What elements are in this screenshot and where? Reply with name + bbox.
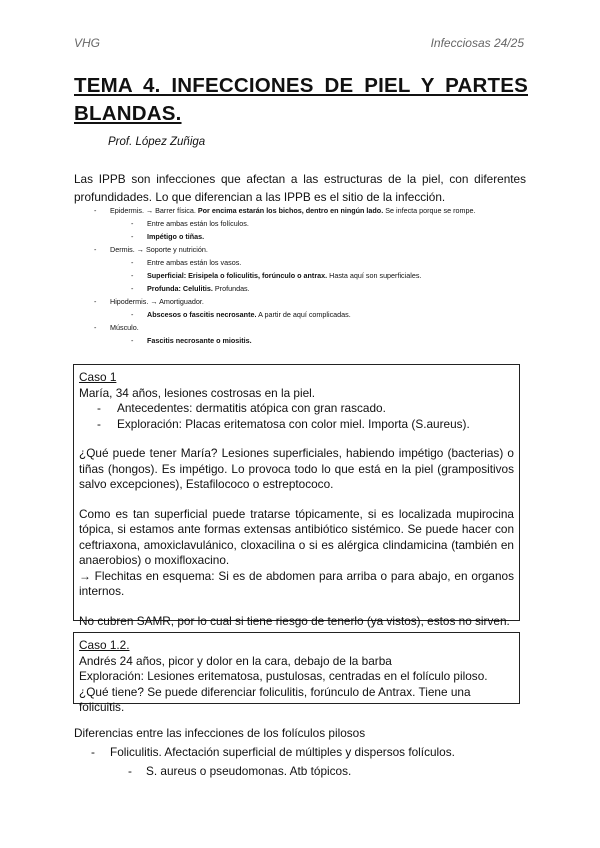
outline-musculo: - Músculo.: [94, 323, 139, 332]
follicle-section: [74, 724, 526, 781]
outline-epidermis-sub2: - Impétigo o tiñas.: [131, 232, 205, 241]
bullet-dash: -: [131, 232, 134, 241]
outline-epidermis-sub1: - Entre ambas están los folículos.: [131, 219, 249, 228]
bullet-dash: -: [94, 245, 97, 254]
bullet-dash: -: [131, 271, 134, 280]
case-1-line: María, 34 años, lesiones costrosas en la piel.: [79, 385, 316, 400]
bullet-dash: -: [94, 297, 97, 306]
bullet-dash: -: [94, 206, 97, 215]
case-1-paragraph: ¿Qué puede tener María? Lesiones superficiales, habiendo impétigo (bacterias) o tiñas (hongos). Es impétigo. Lo provoca todo lo que está en la piel (grampositivos salvo excepciones), Estafilococo o estreptococo.: [79, 446, 514, 491]
header-right: Infecciosas 24/25: [430, 36, 524, 50]
bullet-dash: -: [131, 336, 134, 345]
case-1-2-line: Exploración: Lesiones eritematosa, pustulosas, centradas en el folículo piloso.: [79, 669, 488, 683]
case-1-caption: Caso 1: [79, 370, 117, 384]
follicle-bullet: - Foliculitis. Afectación superficial de múltiples y dispersos folículos.: [74, 743, 526, 762]
outline-epidermis: - Epidermis. → Barrer física. Por encima estarán los bichos, dentro en ningún lado. Se infecta porque se rompe.: [94, 206, 476, 215]
bullet-dash: -: [131, 219, 134, 228]
bullet-dash: -: [91, 745, 95, 759]
outline-dermis-sub3: - Profunda: Celulitis. Profundas.: [131, 284, 250, 293]
case-1-2-line: Andrés 24 años, picor y dolor en la cara, debajo de la barba: [79, 653, 392, 668]
bullet-dash: -: [97, 416, 101, 431]
outline-musculo-sub1: - Fascitis necrosante o miositis.: [131, 336, 252, 345]
header-left: VHG: [74, 36, 101, 50]
case-1-2-box: [73, 632, 520, 714]
outline-hipodermis-sub1: - Abscesos o fascitis necrosante. A partir de aquí complicadas.: [131, 310, 351, 319]
outline-dermis-sub1: - Entre ambas están los vasos.: [131, 258, 242, 267]
case-1-2-caption: Caso 1.2.: [79, 638, 130, 652]
intro-paragraph: Las IPPB son infecciones que afectan a las estructuras de la piel, con diferentes profundidades. Lo que diferencian a las IPPB es el sitio de la infección.: [74, 172, 526, 204]
outline-dermis: - Dermis. → Soporte y nutrición.: [94, 245, 208, 254]
page-title: TEMA 4. INFECCIONES DE PIEL Y PARTES BLANDAS.: [74, 74, 528, 125]
bullet-dash: -: [131, 284, 134, 293]
bullet-dash: -: [131, 258, 134, 267]
bullet-dash: -: [131, 310, 134, 319]
skin-layers-outline: [74, 204, 526, 347]
case-1-paragraph: No cubren SAMR, por lo cual si tiene riesgo de tenerlo (ya vistos), estos no sirven.: [79, 613, 510, 628]
bullet-dash: -: [97, 401, 101, 415]
case-1-paragraph: → Flechitas en esquema: Si es de abdomen para arriba o para abajo, en organos internos.: [79, 568, 514, 598]
bullet-dash: -: [128, 764, 132, 778]
outline-dermis-sub2: - Superficial: Erisipela o foliculitis, forúnculo o antrax. Hasta aquí son superficiales.: [131, 271, 422, 280]
author: Prof. López Zuñiga: [108, 136, 206, 148]
follicle-intro: Diferencias entre las infecciones de los folículos pilosos: [74, 726, 366, 740]
case-1-bullet: - Exploración: Placas eritematosa con color miel. Importa (S.aureus).: [97, 416, 470, 431]
bullet-dash: -: [94, 323, 97, 332]
follicle-sub-bullet: - S. aureus o pseudomonas. Atb tópicos.: [74, 762, 526, 781]
case-1-paragraph: Como es tan superficial puede tratarse tópicamente, si es localizada mupirocina tópica, si estamos ante formas extensas antibiótico sistémico. Se puede hacer con ceftriaxona, amoxiclavulánico, cloxacilina o si es alérgica clindamicina (también en anaerobios) o moxifloxacino.: [79, 506, 514, 567]
case-1-box: [73, 364, 520, 628]
case-1-bullet: - Antecedentes: dermatitis atópica con gran rascado.: [97, 401, 386, 415]
outline-hipodermis: - Hipodermis. → Amortiguador.: [94, 297, 204, 306]
case-1-2-line: ¿Qué tiene? Se puede diferenciar foliculitis, forúnculo de Antrax. Tiene una folicuitis.: [79, 684, 471, 714]
